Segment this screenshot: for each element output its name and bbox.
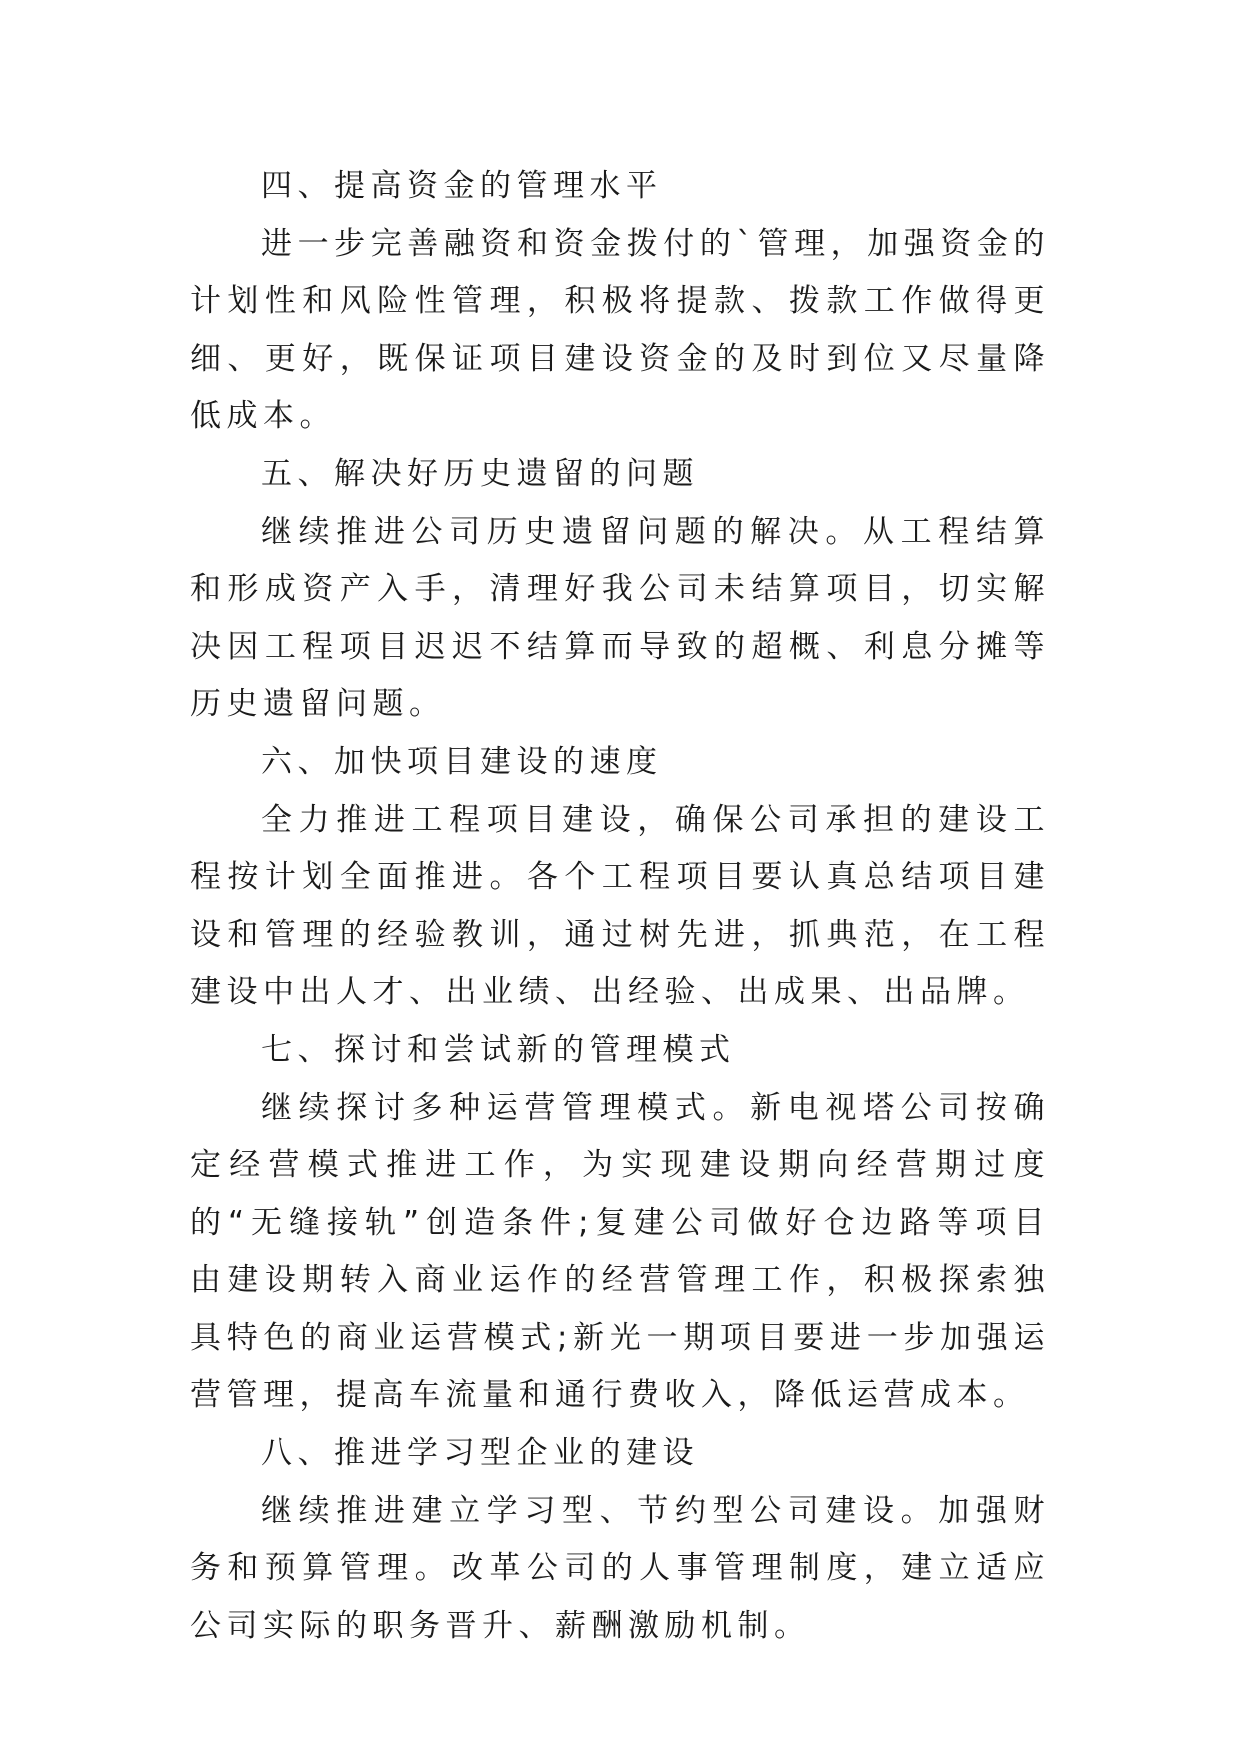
section-paragraph-4: 进一步完善融资和资金拨付的`管理，加强资金的计划性和风险性管理，积极将提款、拨款工作做得更细、更好，既保证项目建设资金的及时到位又尽量降低成本。: [190, 225, 1050, 435]
section-paragraph-8: 继续推进建立学习型、节约型公司建设。加强财务和预算管理。改革公司的人事管理制度，建立适应公司实际的职务晋升、薪酬激励机制。: [190, 1492, 1050, 1644]
section-paragraph-7: 继续探讨多种运营管理模式。新电视塔公司按确定经营模式推进工作，为实现建设期向经营期过度的“无缝接轨”创造条件;复建公司做好仓边路等项目由建设期转入商业运作的经营管理工作，积极探索独具特色的商业运营模式;新光一期项目要进一步加强运营管理，提高车流量和通行费收入，降低运营成本。: [190, 1089, 1050, 1414]
section-heading-5: 五、解决好历史遗留的问题: [261, 455, 699, 492]
section-heading-4: 四、提高资金的管理水平: [261, 168, 663, 204]
section-heading-8: 八、推进学习型企业的建设: [261, 1435, 699, 1472]
section-heading-7: 七、探讨和尝试新的管理模式: [261, 1031, 736, 1068]
section-paragraph-6: 全力推进工程项目建设，确保公司承担的建设工程按计划全面推进。各个工程项目要认真总结项目建设和管理的经验教训，通过树先进，抓典范，在工程建设中出人才、出业绩、出经验、出成果、出品牌。: [190, 801, 1050, 1011]
section-heading-6: 六、加快项目建设的速度: [261, 743, 663, 780]
section-paragraph-5: 继续推进公司历史遗留问题的解决。从工程结算和形成资产入手，清理好我公司未结算项目，切实解决因工程项目迟迟不结算而导致的超概、利息分摊等历史遗留问题。: [190, 513, 1050, 723]
document-body: [190, 158, 1050, 1655]
